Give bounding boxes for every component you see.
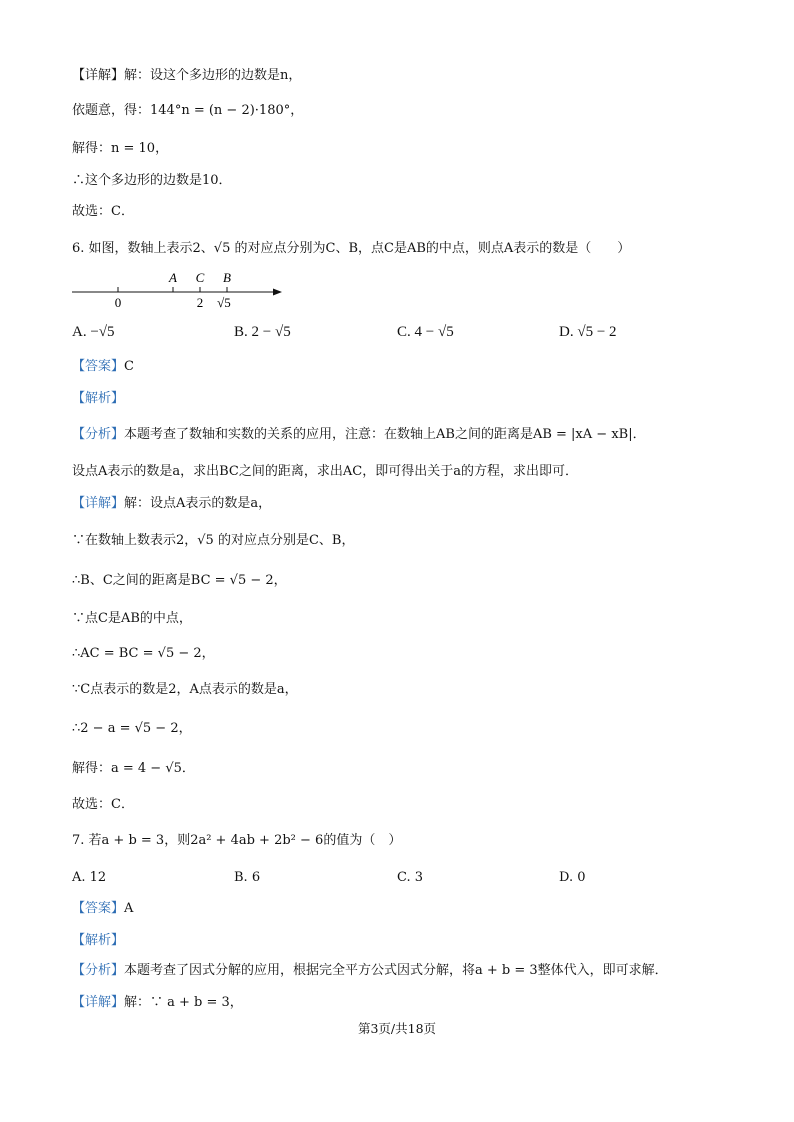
option-a: A. −√5 — [72, 324, 115, 340]
analysis-sub-tag: 【分析】 — [72, 427, 125, 442]
analysis-line — [72, 961, 668, 981]
point-label-a: A — [169, 270, 177, 285]
option-c: C. 4 − √5 — [397, 324, 454, 340]
text-line: ∵C点表示的数是2，A点表示的数是a， — [72, 682, 298, 697]
text-line: ∴AC = BC = √5 − 2， — [72, 646, 215, 661]
text-line: ∴这个多边形的边数是10． — [72, 173, 232, 188]
text-line: 【详解】解：设这个多边形的边数是n， — [72, 68, 302, 83]
answer-tag: 【答案】 — [72, 359, 125, 374]
answer-value: C — [124, 359, 134, 374]
text-line: 解得：n = 10， — [72, 141, 169, 156]
detail-text: 解：设点A表示的数是a， — [124, 496, 272, 511]
detail-line — [72, 494, 271, 514]
option-b: B. 6 — [234, 870, 261, 885]
analysis-line — [72, 425, 646, 445]
question-6: 6. 如图，数轴上表示2、√5 的对应点分别为C、B，点C是AB的中点，则点A表示的数是（ ） — [72, 241, 631, 256]
answer-line — [72, 899, 133, 919]
option-d: D. 0 — [559, 870, 586, 885]
detail-tag: 【详解】 — [72, 496, 125, 511]
point-label-c: C — [195, 270, 205, 285]
tick-label-sqrt5: √5 — [217, 295, 231, 310]
text-line: 解得：a = 4 − √5． — [72, 761, 195, 776]
answer-value: A — [124, 901, 134, 916]
tick-label-0: 0 — [114, 295, 122, 310]
text-line: 故选：C． — [72, 797, 134, 812]
analysis-tag: 【解析】 — [72, 391, 125, 406]
option-a: A. 12 — [72, 870, 107, 885]
text-line: ∵点C是AB的中点， — [72, 611, 192, 626]
text-line: 依题意，得：144°n = (n − 2)·180°， — [72, 103, 304, 118]
text-line: ∴B、C之间的距离是BC = √5 − 2， — [72, 573, 287, 588]
point-label-b: B — [223, 270, 231, 285]
option-d: D. √5 − 2 — [559, 324, 617, 340]
text-line: ∴2 − a = √5 − 2， — [72, 721, 192, 736]
page-footer: 第3页/共18页 — [357, 1021, 437, 1036]
analysis-text: 本题考查了数轴和实数的关系的应用，注意：在数轴上AB之间的距离是AB = |xA − xB|． — [124, 427, 646, 442]
analysis-tag: 【解析】 — [72, 933, 125, 948]
analysis-text: 本题考查了因式分解的应用，根据完全平方公式因式分解，将a + b = 3整体代入，即可求解． — [124, 963, 668, 978]
text-line: 故选：C． — [72, 204, 134, 219]
analysis-sub-tag: 【分析】 — [72, 963, 125, 978]
detail-line — [72, 993, 243, 1013]
detail-tag: 【详解】 — [72, 995, 125, 1010]
option-c: C. 3 — [397, 870, 424, 885]
question-7: 7. 若a + b = 3，则2a² + 4ab + 2b² − 6的值为（ ） — [72, 833, 402, 848]
option-b: B. 2 − √5 — [234, 324, 291, 340]
tick-label-2: 2 — [196, 295, 204, 310]
number-line-figure — [70, 266, 285, 312]
answer-tag: 【答案】 — [72, 901, 125, 916]
text-line: 设点A表示的数是a，求出BC之间的距离，求出AC，即可得出关于a的方程，求出即可． — [72, 464, 578, 479]
text-line: ∵在数轴上数表示2，√5 的对应点分别是C、B， — [72, 533, 355, 548]
answer-line — [72, 357, 134, 377]
detail-text: 解：∵ a + b = 3， — [124, 995, 243, 1010]
arrow-icon — [273, 289, 282, 296]
